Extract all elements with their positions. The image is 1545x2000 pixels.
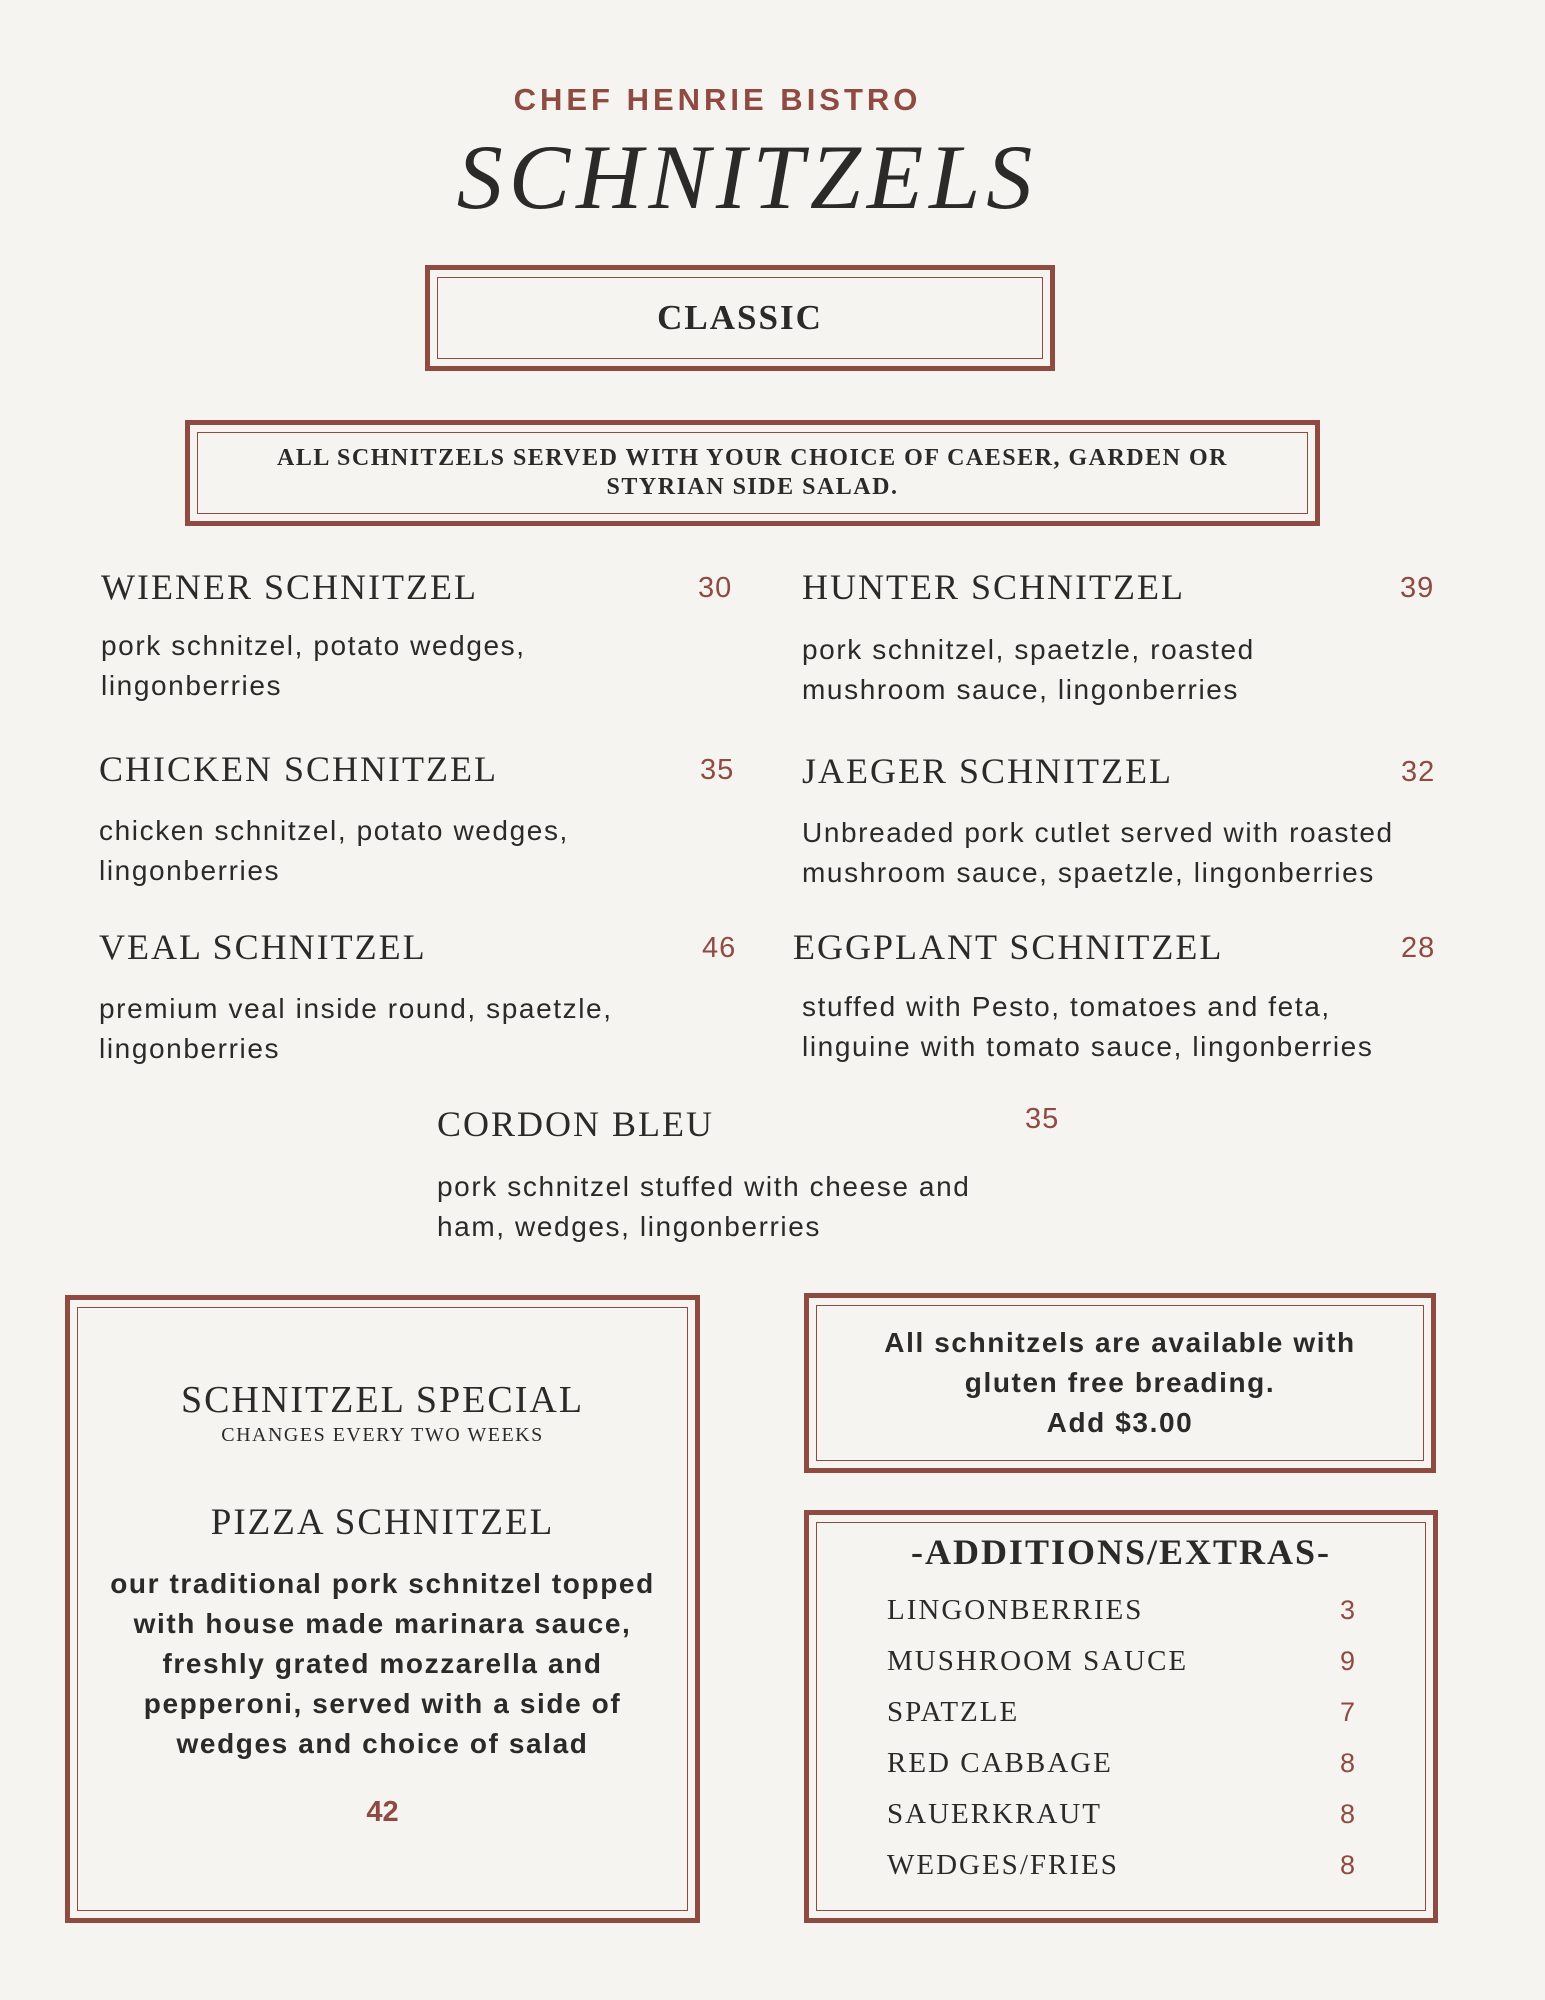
extras-row [817, 1585, 1425, 1636]
gluten-free-box [804, 1293, 1436, 1473]
special-subtitle: CHANGES EVERY TWO WEEKS [221, 1424, 544, 1446]
item-name-wiener: WIENER SCHNITZEL [101, 567, 478, 607]
item-price-wiener: 30 [698, 572, 733, 604]
salad-note: ALL SCHNITZELS SERVED WITH YOUR CHOICE OF CAESER, GARDEN OR STYRIAN SIDE SALAD. [197, 432, 1308, 514]
extras-price: 3 [1339, 1595, 1355, 1625]
item-price-hunter: 39 [1400, 572, 1435, 604]
gluten-free-price: Add $3.00 [1046, 1407, 1194, 1438]
item-desc-chicken: chicken schnitzel, potato wedges, lingonberries [99, 815, 569, 886]
item-desc-eggplant: stuffed with Pesto, tomatoes and feta, linguine with tomato sauce, lingonberries [802, 991, 1374, 1062]
item-name-eggplant: EGGPLANT SCHNITZEL [793, 927, 1224, 967]
extras-price: 7 [1339, 1697, 1355, 1727]
extras-name: RED CABBAGE [887, 1747, 1113, 1779]
extras-price: 8 [1339, 1748, 1355, 1778]
restaurant-name: CHEF HENRIE BISTRO [513, 82, 922, 117]
menu-title: SCHNITZELS [456, 126, 1039, 228]
special-item-description: our traditional pork schnitzel topped with house made marinara sauce, freshly grated mozzarella and pepperoni, served with a side of wedges and choice of salad [110, 1568, 655, 1759]
salad-note-box [185, 420, 1320, 526]
extras-row [817, 1636, 1425, 1687]
item-desc-hunter: pork schnitzel, spaetzle, roasted mushroom sauce, lingonberries [802, 634, 1255, 705]
item-desc-cordon-bleu: pork schnitzel stuffed with cheese and ham, wedges, lingonberries [437, 1171, 971, 1242]
extras-row [817, 1738, 1425, 1789]
item-price-chicken: 35 [700, 754, 735, 786]
section-label: CLASSIC [437, 277, 1043, 359]
special-item-name: PIZZA SCHNITZEL [210, 1502, 555, 1543]
item-desc-veal: premium veal inside round, spaetzle, lingonberries [99, 993, 613, 1064]
extras-price: 9 [1339, 1646, 1355, 1676]
extras-row [817, 1789, 1425, 1840]
extras-box [804, 1510, 1438, 1923]
item-desc-wiener: pork schnitzel, potato wedges, lingonberries [101, 630, 526, 701]
item-name-chicken: CHICKEN SCHNITZEL [99, 749, 498, 789]
extras-row [817, 1840, 1425, 1891]
gluten-free-note: All schnitzels are available with gluten free breading. [884, 1327, 1356, 1398]
extras-name: WEDGES/FRIES [887, 1849, 1119, 1881]
item-price-eggplant: 28 [1401, 932, 1436, 964]
extras-price: 8 [1339, 1799, 1355, 1829]
extras-name: SAUERKRAUT [887, 1798, 1102, 1830]
special-box [65, 1295, 700, 1923]
extras-name: LINGONBERRIES [887, 1594, 1144, 1626]
item-price-jaeger: 32 [1401, 756, 1436, 788]
item-desc-jaeger: Unbreaded pork cutlet served with roasted mushroom sauce, spaetzle, lingonberries [802, 817, 1394, 888]
item-name-hunter: HUNTER SCHNITZEL [802, 567, 1185, 607]
item-name-cordon-bleu: CORDON BLEU [437, 1104, 715, 1144]
special-title: SCHNITZEL SPECIAL [180, 1379, 585, 1421]
item-price-veal: 46 [702, 932, 737, 964]
item-name-jaeger: JAEGER SCHNITZEL [802, 751, 1173, 791]
section-label-box [425, 265, 1055, 371]
extras-name: MUSHROOM SAUCE [887, 1645, 1189, 1677]
item-price-cordon-bleu: 35 [1025, 1103, 1060, 1135]
extras-row [817, 1687, 1425, 1738]
extras-name: SPATZLE [887, 1696, 1020, 1728]
special-item-price: 42 [366, 1796, 399, 1828]
item-name-veal: VEAL SCHNITZEL [99, 927, 427, 967]
extras-title: -ADDITIONS/EXTRAS- [910, 1532, 1332, 1572]
extras-price: 8 [1339, 1850, 1355, 1880]
